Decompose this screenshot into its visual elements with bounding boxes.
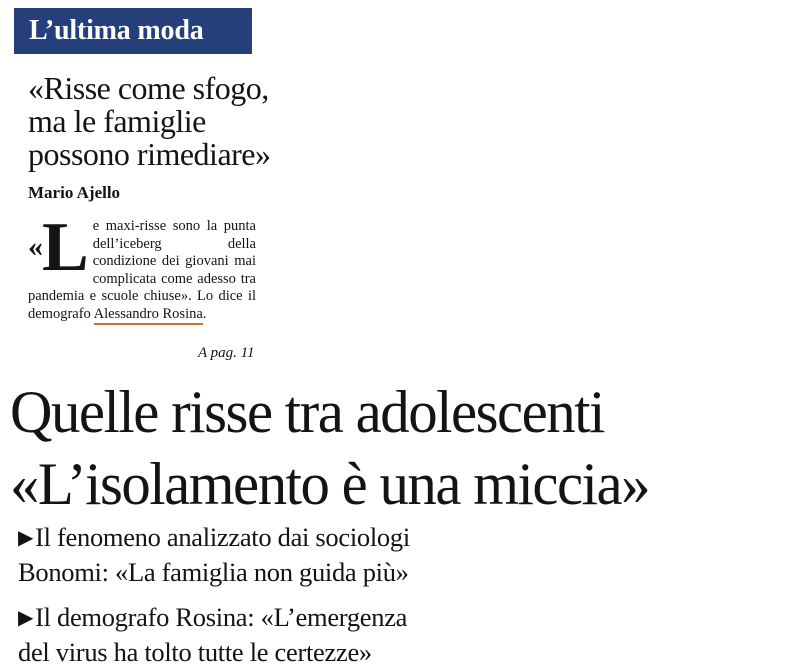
bullet-point bbox=[18, 600, 538, 669]
bullet-point bbox=[18, 520, 538, 589]
headline-line: Quelle risse tra adolescenti bbox=[10, 379, 604, 445]
subheadline-line: «Risse come sfogo, bbox=[28, 70, 269, 106]
open-quote-mark: « bbox=[28, 230, 43, 263]
abstract-text: e maxi-risse sono la punta dell’iceberg della condizione dei giovani mai complicata come adesso tra pandemia e scuole chiuse». Lo dice il demografo bbox=[28, 218, 256, 322]
author-byline: Mario Ajello bbox=[28, 183, 121, 202]
subheadline bbox=[28, 72, 368, 171]
bullet-text: Il demografo Rosina: «L’emergenza bbox=[35, 602, 408, 632]
section-banner: L’ultima moda bbox=[14, 8, 252, 54]
linked-name[interactable]: Alessandro Rosina bbox=[94, 306, 203, 325]
dropcap-letter: L bbox=[42, 209, 89, 286]
bullet-text: Il fenomeno analizzato dai sociologi bbox=[35, 522, 410, 552]
triangle-bullet-icon: ▶ bbox=[18, 607, 34, 629]
subheadline-line: ma le famiglie bbox=[28, 103, 206, 139]
headline-line: «L’isolamento è una miccia» bbox=[10, 451, 650, 517]
subheadline-line: possono rimediare» bbox=[28, 136, 271, 172]
bullet-text: del virus ha tolto tutte le certezze» bbox=[18, 637, 372, 667]
bullet-text: Bonomi: «La famiglia non guida più» bbox=[18, 557, 409, 587]
page-reference: A pag. 11 bbox=[198, 345, 255, 361]
dropcap-block bbox=[28, 209, 89, 288]
triangle-bullet-icon: ▶ bbox=[18, 527, 34, 549]
main-headline bbox=[10, 376, 774, 520]
abstract-end: . bbox=[202, 305, 207, 322]
article-abstract bbox=[28, 209, 256, 324]
